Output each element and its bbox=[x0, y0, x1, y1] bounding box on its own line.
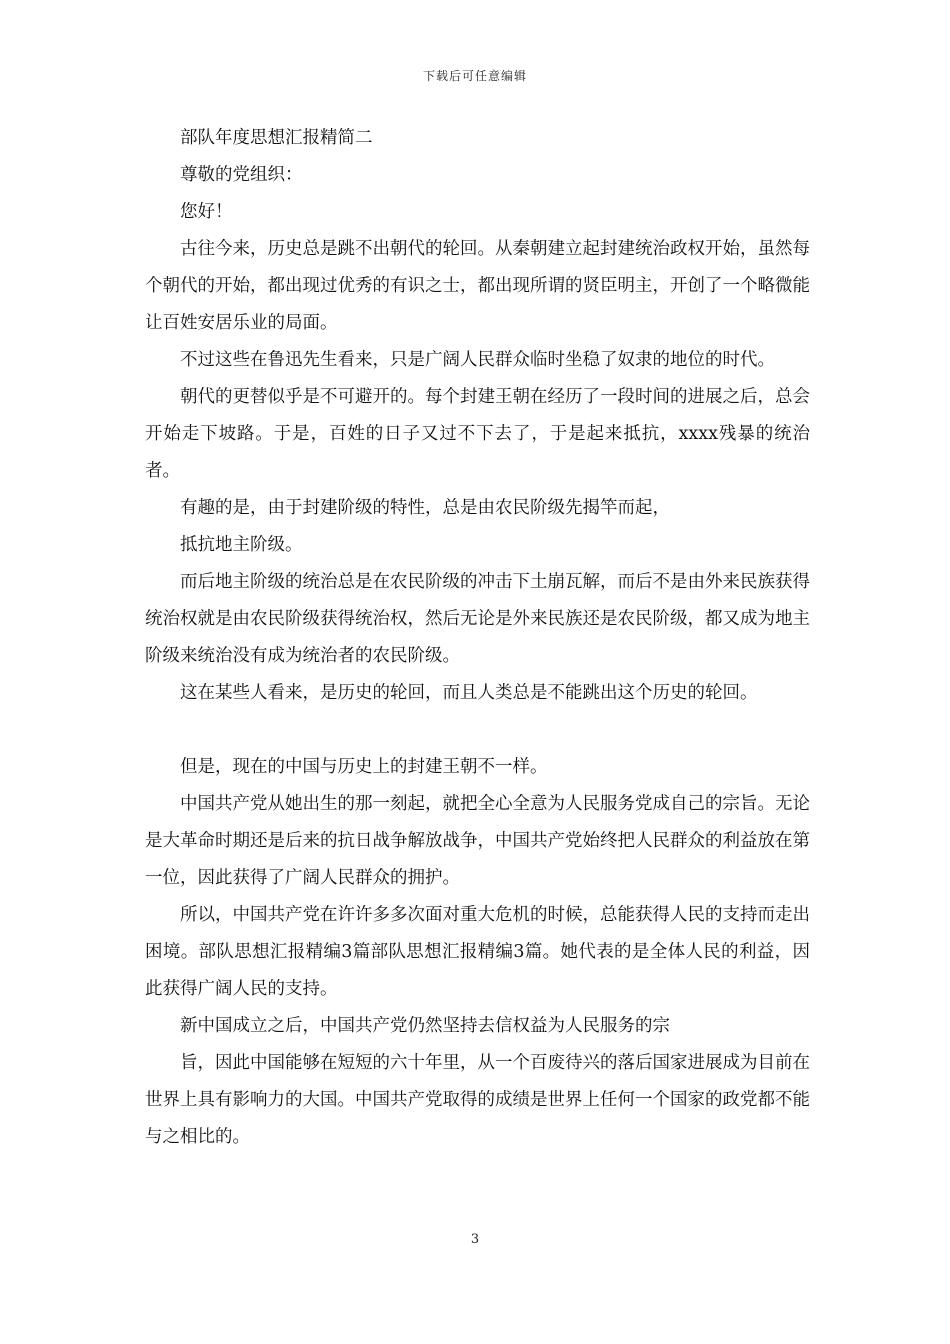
document-body bbox=[145, 120, 810, 1156]
greeting: 您好！ bbox=[180, 202, 233, 222]
paragraph: 有趣的是，由于封建阶级的特性，总是由农民阶级先揭竿而起， bbox=[180, 498, 670, 518]
salutation: 尊敬的党组织： bbox=[180, 165, 303, 185]
paragraph: 古往今来，历史总是跳不出朝代的轮回。从秦朝建立起封建统治政权开始，虽然每个朝代的开始，都出现过优秀的有识之士，都出现所谓的贤臣明主，开创了一个略微能让百姓安居乐业的局面。 bbox=[145, 239, 810, 333]
page-number: 3 bbox=[470, 1232, 480, 1247]
paragraph: 新中国成立之后，中国共产党仍然坚持去信权益为人民服务的宗 bbox=[180, 1016, 670, 1036]
paragraph: 抵抗地主阶级。 bbox=[180, 535, 303, 555]
paragraph: 而后地主阶级的统治总是在农民阶级的冲击下土崩瓦解，而后不是由外来民族获得统治权就是由农民阶级获得统治权，然后无论是外来民族还是农民阶级，都又成为地主阶级来统治没有成为统治者的农民阶级。 bbox=[145, 572, 810, 666]
paragraph: 这在某些人看来，是历史的轮回，而且人类总是不能跳出这个历史的轮回。 bbox=[180, 683, 758, 703]
document-title: 部队年度思想汇报精简二 bbox=[180, 128, 373, 148]
paragraph: 不过这些在鲁迅先生看来，只是广阔人民群众临时坐稳了奴隶的地位的时代。 bbox=[180, 350, 775, 370]
paragraph: 但是，现在的中国与历史上的封建王朝不一样。 bbox=[180, 757, 548, 777]
paragraph: 旨，因此中国能够在短短的六十年里，从一个百废待兴的落后国家进展成为目前在世界上具有影响力的大国。中国共产党取得的成绩是世界上任何一个国家的政党都不能与之相比的。 bbox=[145, 1053, 810, 1147]
page-header: 下载后可任意编辑 bbox=[422, 69, 527, 83]
paragraph: 中国共产党从她出生的那一刻起，就把全心全意为人民服务党成自己的宗旨。无论是大革命时期还是后来的抗日战争解放战争，中国共产党始终把人民群众的利益放在第一位，因此获得了广阔人民群众的拥护。 bbox=[145, 794, 810, 888]
paragraph: 所以，中国共产党在许许多多次面对重大危机的时候，总能获得人民的支持而走出困境。部队思想汇报精编3篇部队思想汇报精编3篇。她代表的是全体人民的利益，因此获得广阔人民的支持。 bbox=[145, 905, 810, 999]
paragraph: 朝代的更替似乎是不可避开的。每个封建王朝在经历了一段时间的进展之后，总会开始走下坡路。于是，百姓的日子又过不下去了，于是起来抵抗，xxxx残暴的统治者。 bbox=[145, 387, 810, 481]
